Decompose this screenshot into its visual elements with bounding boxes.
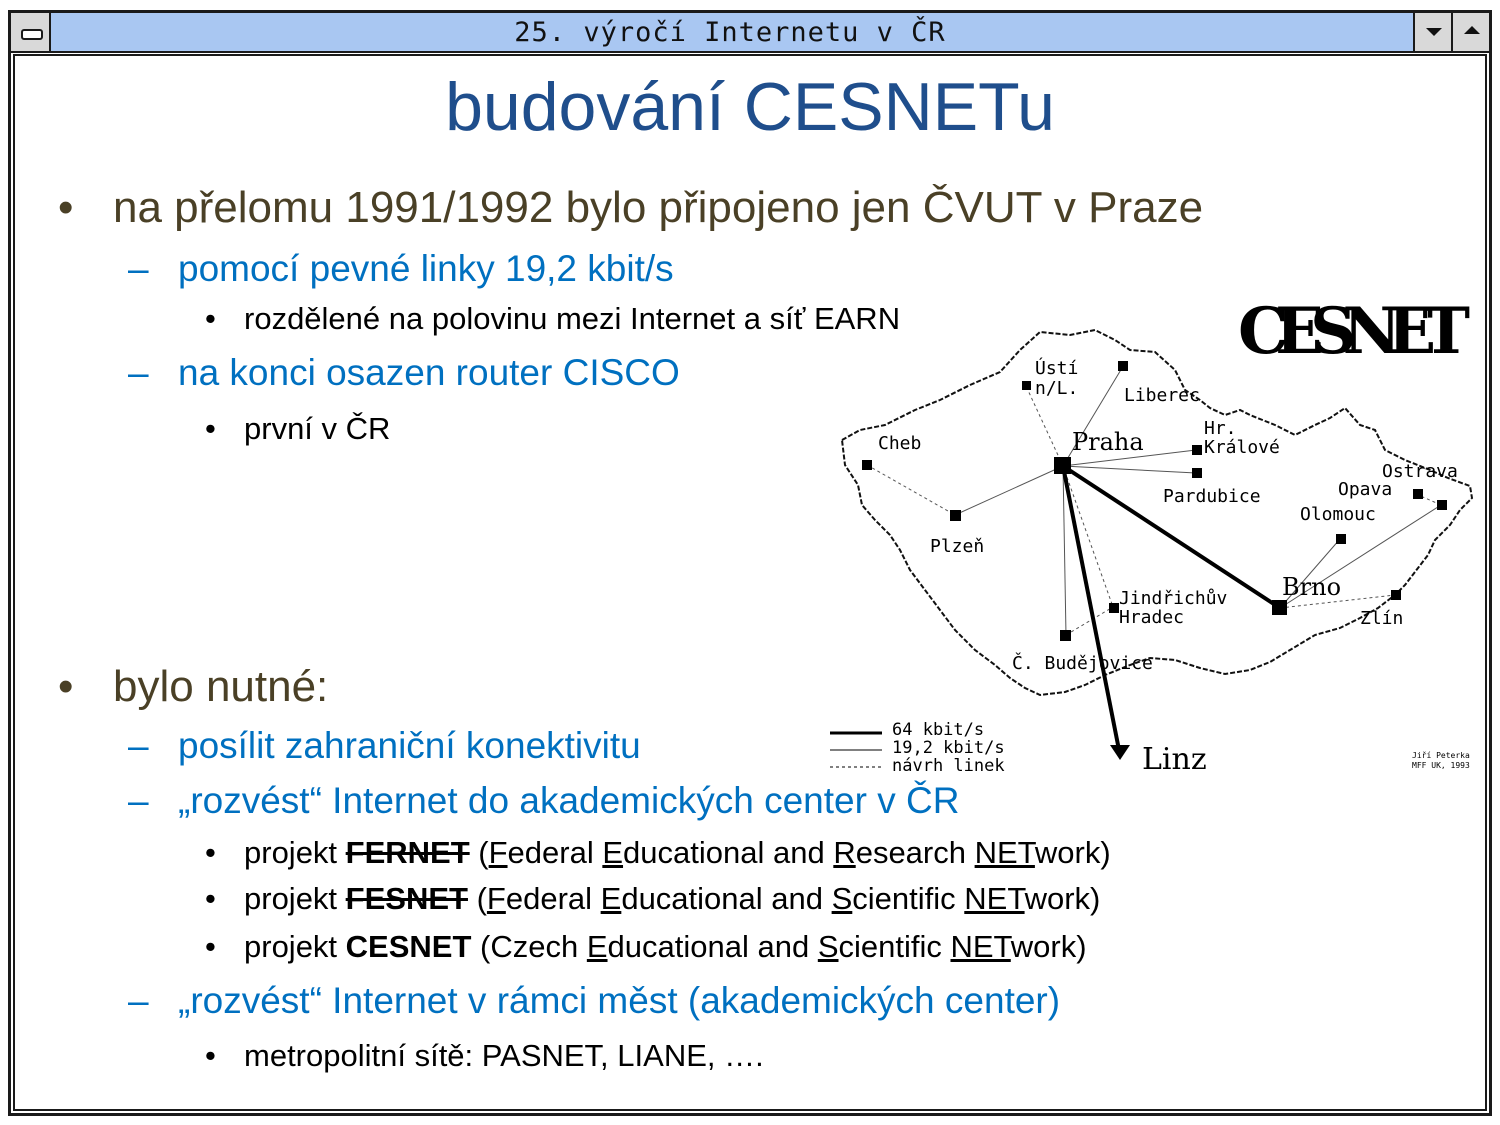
- node-cheb: [862, 460, 872, 470]
- city-label-zlin: Zlín: [1360, 608, 1404, 629]
- city-label-praha: Praha: [1072, 428, 1144, 456]
- bullet-glyph: •: [205, 835, 216, 870]
- city-label-ostrava: Ostrava: [1382, 461, 1458, 482]
- acronym-rest: work): [1024, 881, 1101, 916]
- bullet-glyph: •: [205, 301, 216, 336]
- sub-bullet-text: „rozvést“ Internet do akademických center v ČR: [178, 780, 960, 821]
- slide-title: budování CESNETu: [445, 69, 1055, 145]
- city-label-hradec: Hr.: [1204, 418, 1237, 439]
- legend-label-192k: 19,2 kbit/s: [892, 738, 1005, 758]
- bullet-glyph: •: [205, 929, 216, 964]
- sub-bullet-text: „rozvést“ Internet v rámci měst (akademických center): [178, 980, 1061, 1021]
- project-prefix: projekt: [244, 929, 346, 964]
- node-usti: [1022, 381, 1031, 390]
- node-zlin: [1391, 590, 1401, 600]
- cesnet-network-map: [830, 290, 1490, 780]
- node-ostrava: [1437, 500, 1447, 510]
- project-open: (: [469, 835, 489, 870]
- bullet-text: bylo nutné:: [113, 662, 329, 711]
- sub-bullet-text: na konci osazen router CISCO: [178, 352, 680, 393]
- link-praha-pardubice: [1063, 466, 1196, 473]
- map-svg: [830, 290, 1490, 780]
- acronym-rest: cientific: [838, 929, 951, 964]
- node-liberec: [1118, 361, 1128, 371]
- node-pardubice: [1192, 468, 1202, 478]
- bullet-glyph: •: [205, 881, 216, 916]
- acronym-letter: R: [833, 835, 856, 870]
- bullet-glyph: •: [205, 1038, 216, 1073]
- link-praha-budejovice: [1063, 466, 1066, 635]
- maximize-button[interactable]: [1451, 13, 1489, 51]
- project-text: [244, 929, 1087, 965]
- acronym-letter: E: [600, 881, 622, 916]
- acronym-letter: NET: [974, 835, 1035, 870]
- dash-glyph: –: [128, 352, 149, 393]
- project-open: (: [467, 881, 487, 916]
- city-label-usti: Ústí: [1035, 358, 1079, 379]
- frame-resize-tick[interactable]: [8, 1061, 11, 1071]
- project-text: [244, 881, 1100, 917]
- minimize-button[interactable]: [1413, 13, 1451, 51]
- map-credit: MFF UK, 1993: [1412, 761, 1470, 770]
- acronym-rest: ederal: [505, 881, 601, 916]
- bullet-text: na přelomu 1991/1992 bylo připojeno jen ČVUT v Praze: [113, 183, 1204, 232]
- sub-sub-bullet-text: metropolitní sítě: PASNET, LIANE, ….: [244, 1038, 764, 1073]
- link-cheb-plzen: [867, 465, 955, 515]
- bullet-glyph: •: [205, 411, 216, 446]
- title-bar[interactable]: [11, 13, 1489, 53]
- acronym-rest: ederal: [507, 835, 603, 870]
- city-label-plzen: Plzeň: [930, 536, 985, 557]
- city-label-linz: Linz: [1142, 742, 1207, 777]
- node-plzen: [950, 510, 961, 521]
- legend-label-64k: 64 kbit/s: [892, 720, 985, 740]
- dash-glyph: –: [128, 980, 149, 1021]
- city-label-olomouc: Olomouc: [1300, 504, 1376, 525]
- node-opava: [1413, 489, 1423, 499]
- acronym-rest: work): [1010, 929, 1087, 964]
- node-olomouc: [1336, 534, 1346, 544]
- acronym-rest: ducational and: [623, 835, 834, 870]
- map-credit: Jiří Peterka: [1412, 751, 1470, 760]
- city-label-cheb: Cheb: [878, 433, 922, 454]
- city-label-hradec: Králové: [1204, 437, 1280, 458]
- bullet-glyph: •: [58, 183, 74, 232]
- acronym-letter: E: [602, 835, 624, 870]
- sub-sub-bullet-text: první v ČR: [244, 411, 391, 446]
- bullet-glyph: •: [58, 662, 74, 711]
- system-menu-icon: [21, 29, 43, 40]
- project-name-struck: FERNET: [345, 835, 470, 870]
- link-praha-plzen: [955, 466, 1063, 515]
- link-budejovice-jindrichuv: [1066, 607, 1113, 635]
- project-name-struck: FESNET: [345, 881, 468, 916]
- acronym-rest: ducational and: [607, 929, 818, 964]
- sub-sub-bullet-text: rozdělené na polovinu mezi Internet a síť EARN: [244, 301, 901, 336]
- acronym-letter: F: [488, 835, 508, 870]
- acronym-letter: F: [486, 881, 506, 916]
- project-name: CESNET: [345, 929, 472, 964]
- project-open: (Czech: [471, 929, 587, 964]
- acronym-rest: work): [1034, 835, 1111, 870]
- arrow-linz-icon: [1110, 745, 1130, 760]
- node-jindrichuv: [1109, 603, 1119, 613]
- city-label-pardubice: Pardubice: [1163, 486, 1261, 507]
- dash-glyph: –: [128, 780, 149, 821]
- acronym-letter: S: [831, 881, 853, 916]
- acronym-rest: ducational and: [621, 881, 832, 916]
- maximize-arrow-icon: [1464, 26, 1480, 34]
- acronym-letter: E: [586, 929, 608, 964]
- node-hradec: [1192, 445, 1202, 455]
- sub-bullet-text: posílit zahraniční konektivitu: [178, 725, 641, 766]
- map-legend: [830, 720, 1005, 776]
- node-budejovice: [1060, 630, 1071, 641]
- node-brno: [1272, 600, 1287, 615]
- system-menu-button[interactable]: [11, 13, 51, 51]
- city-label-liberec: Liberec: [1124, 385, 1200, 406]
- acronym-rest: esearch: [855, 835, 975, 870]
- acronym-letter: NET: [950, 929, 1011, 964]
- dash-glyph: –: [128, 725, 149, 766]
- city-label-usti: n/L.: [1035, 378, 1079, 399]
- city-label-jindrichuv: Jindřichův: [1119, 588, 1228, 609]
- window-title: 25. výročí Internetu v ČR: [514, 17, 946, 48]
- dash-glyph: –: [128, 248, 149, 289]
- acronym-letter: S: [817, 929, 839, 964]
- city-label-jindrichuv: Hradec: [1119, 607, 1185, 628]
- node-praha: [1054, 457, 1071, 474]
- minimize-arrow-icon: [1426, 28, 1442, 36]
- frame-resize-tick[interactable]: [1489, 1061, 1492, 1071]
- legend-label-navrh: návrh linek: [892, 756, 1005, 776]
- cesnet-logo: CESNET: [1238, 294, 1470, 369]
- city-label-opava: Opava: [1338, 479, 1393, 500]
- city-label-budejovice: Č. Budějovice: [1012, 653, 1153, 674]
- frame-resize-tick[interactable]: [49, 1113, 52, 1116]
- project-prefix: projekt: [244, 881, 346, 916]
- sub-bullet-text: pomocí pevné linky 19,2 kbit/s: [178, 248, 674, 289]
- project-text: [244, 835, 1111, 871]
- acronym-rest: cientific: [852, 881, 965, 916]
- acronym-letter: NET: [964, 881, 1025, 916]
- city-label-brno: Brno: [1282, 573, 1342, 601]
- frame-resize-tick[interactable]: [1448, 1113, 1451, 1116]
- project-prefix: projekt: [244, 835, 346, 870]
